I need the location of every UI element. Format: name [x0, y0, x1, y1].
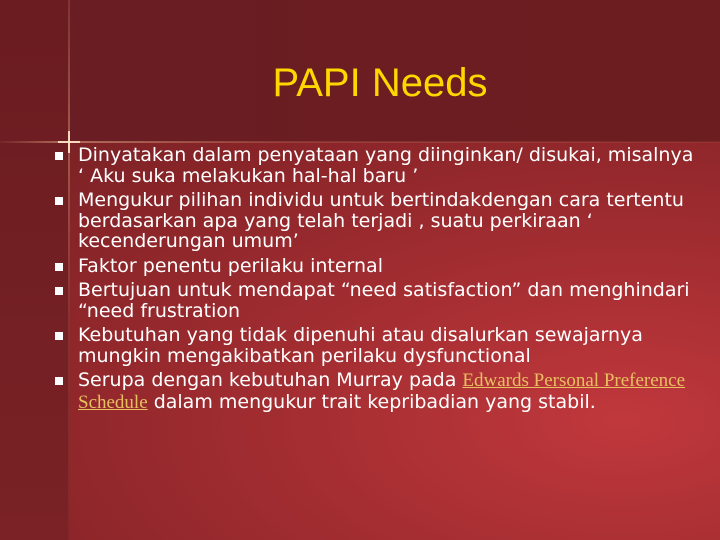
- bullet-text-before-link: Serupa dengan kebutuhan Murray pada: [78, 369, 463, 391]
- bullet-item: [50, 370, 700, 413]
- bullet-text: Dinyatakan dalam penyataan yang diinginkan/ disukai, misalnya ‘ Aku suka melakukan hal-hal baru ’: [78, 144, 694, 187]
- square-bullet-icon: [55, 197, 63, 205]
- bullet-text: Kebutuhan yang tidak dipenuhi atau disalurkan sewajarnya mungkin mengakibatkan perilaku dysfunctional: [78, 324, 643, 367]
- bullet-item: [50, 325, 700, 366]
- bullet-list: [50, 145, 700, 417]
- bullet-item: [50, 190, 700, 252]
- square-bullet-icon: [55, 377, 63, 385]
- bullet-text: Mengukur pilihan individu untuk bertindakdengan cara tertentu berdasarkan apa yang telah terjadi , suatu perkiraan ‘ kecenderungan umum’: [78, 189, 684, 252]
- bullet-item: [50, 145, 700, 186]
- square-bullet-icon: [55, 152, 63, 160]
- square-bullet-icon: [55, 263, 63, 271]
- horizontal-divider: [0, 141, 720, 143]
- bullet-text: Faktor penentu perilaku internal: [78, 254, 383, 277]
- bullet-text-after-link: dalam mengukur trait kepribadian yang stabil.: [147, 390, 596, 413]
- bullet-item: [50, 280, 700, 321]
- square-bullet-icon: [55, 287, 63, 295]
- bullet-item: [50, 256, 700, 277]
- slide-title: PAPI Needs: [272, 61, 488, 105]
- square-bullet-icon: [55, 332, 63, 340]
- bullet-text: Bertujuan untuk mendapat “need satisfaction” dan menghindari “need frustration: [78, 279, 690, 322]
- edwards-personal-preference-schedule-link[interactable]: Edwards Personal Preference Schedule: [78, 370, 686, 413]
